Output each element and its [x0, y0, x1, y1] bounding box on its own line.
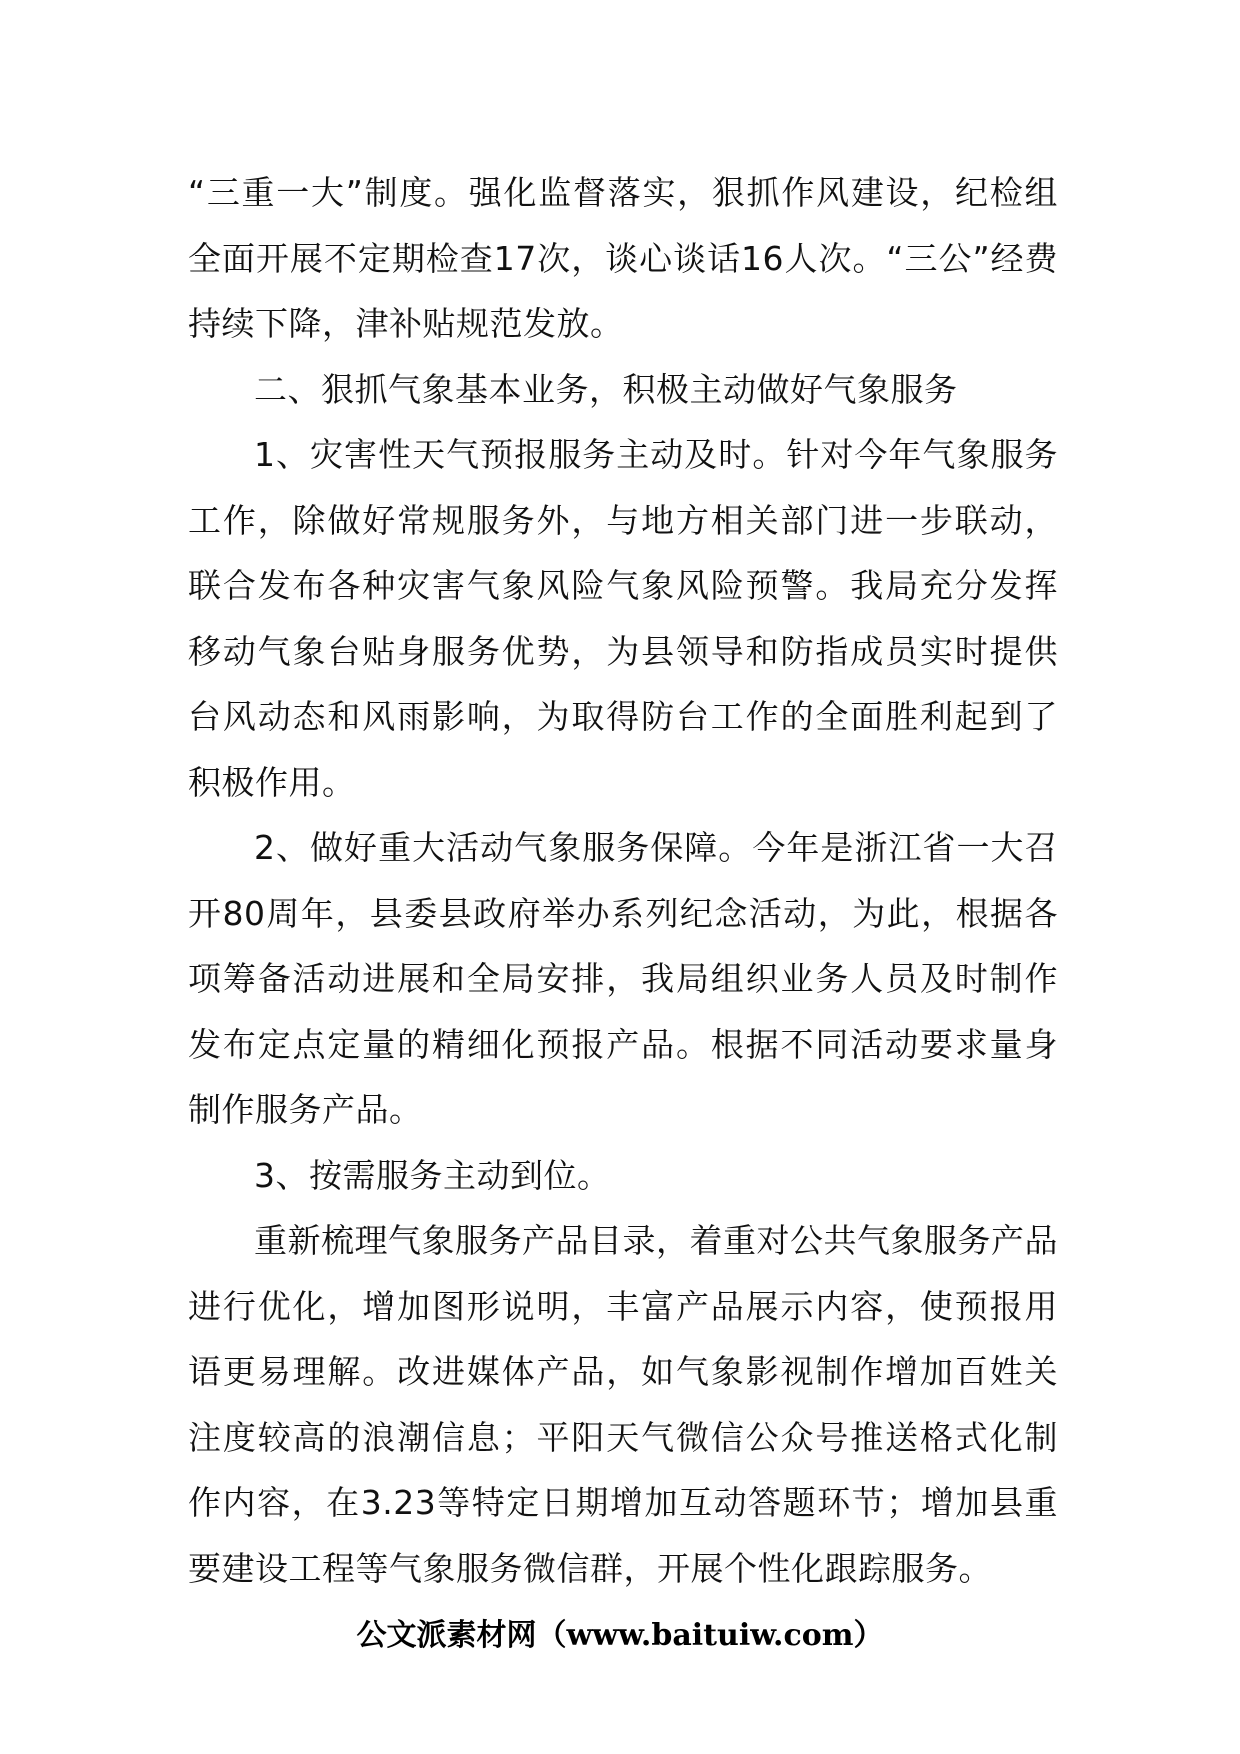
paragraph-item-2: 2、做好重大活动气象服务保障。今年是浙江省一大召开80周年，县委县政府举办系列纪念活动，为此，根据各项筹备活动进展和全局安排，我局组织业务人员及时制作发布定点定量的精细化预报产品。根据不同活动要求量身制作服务产品。 — [188, 828, 1058, 1129]
source-footer: 公文派素材网（www.baituiw.com） — [356, 1618, 884, 1653]
paragraph-continuation: “三重一大”制度。强化监督落实，狠抓作风建设，纪检组全面开展不定期检查17次，谈心谈话16人次。“三公”经费持续下降，津补贴规范发放。 — [188, 173, 1058, 343]
section-heading: 二、狠抓气象基本业务，积极主动做好气象服务 — [254, 369, 958, 409]
paragraph-item-1: 1、灾害性天气预报服务主动及时。针对今年气象服务工作，除做好常规服务外，与地方相关部门进一步联动，联合发布各种灾害气象风险气象风险预警。我局充分发挥移动气象台贴身服务优势，为县领导和防指成员实时提供台风动态和风雨影响，为取得防台工作的全面胜利起到了积极作用。 — [188, 435, 1058, 802]
paragraph-item-3-heading: 3、按需服务主动到位。 — [254, 1155, 611, 1195]
document-body — [188, 160, 1058, 1601]
paragraph-item-3-body: 重新梳理气象服务产品目录，着重对公共气象服务产品进行优化，增加图形说明，丰富产品展示内容，使预报用语更易理解。改进媒体产品，如气象影视制作增加百姓关注度较高的浪潮信息；平阳天气微信公众号推送格式化制作内容，在3.23等特定日期增加互动答题环节；增加县重要建设工程等气象服务微信群，开展个性化跟踪服务。 — [188, 1221, 1058, 1588]
